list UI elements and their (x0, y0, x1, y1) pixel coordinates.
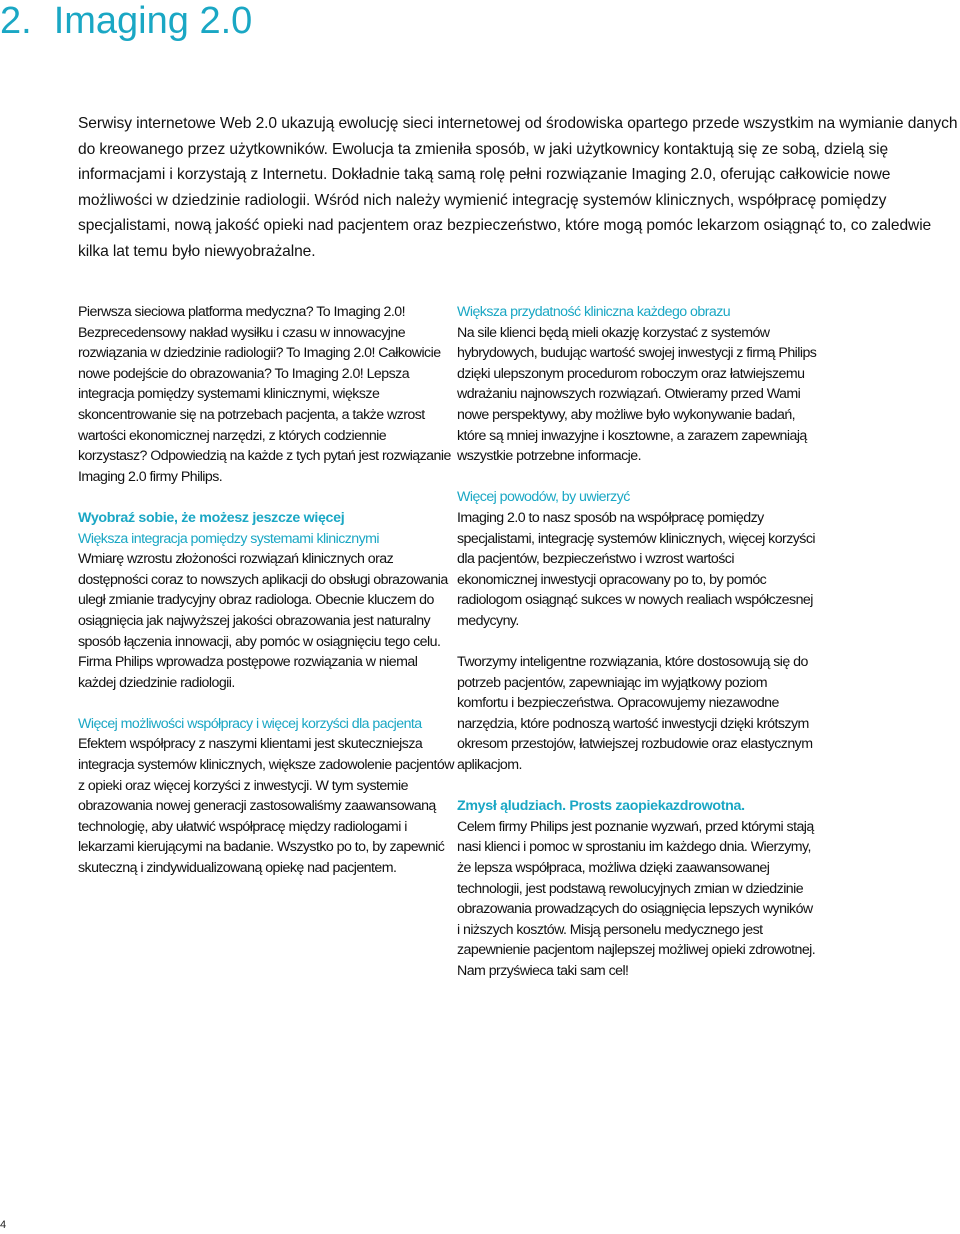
section-body-solutions: Tworzymy inteligentne rozwiązania, które dostosowują się do potrzeb pacjentów, zapewniając im wyjątkowy poziom komfortu i bezpieczeństwa. Opracowujemy niezawodne narzędzia, które podnoszą wartość inwestycji dzięki krótszym okresom przestojów, łatwiejszej rozbudowie oraz elastycznym aplikacjom. (457, 654, 813, 774)
intro-paragraph: Serwisy internetowe Web 2.0 ukazują ewolucję sieci internetowej od środowiska opartego przede wszystkim na wymianie danych do kreowanego przez użytkowników. Ewolucja ta zmieniła sposób, w jaki użytkownicy kontaktują się ze sobą, dzielą się informacjami i korzystają z Internetu. Dokładnie taką samą rolę pełni rozwiązanie Imaging 2.0, oferując całkowicie nowe możliwości w dziedzinie radiologii. Wśród nich należy wymienić integrację systemów klinicznych, współpracę pomiędzy specjalistami, nową jakość opieki nad pacjentem oraz bezpieczeństwo, które mogą pomóc lekarzom osiągnąć to, co zaledwie kilka lat temu było niewyobrażalne. (78, 115, 958, 260)
section-body-clinical-value: Na sile klienci będą mieli okazję korzystać z systemów hybrydowych, budując wartość swojej inwestycji z firmą Philips dzięki ulepszonym procedurom roboczym oraz łatwiejszemu wdrażaniu najnowszych rozwiązań. Otwieramy przed Wami nowe perspektywy, aby możliwe było wykonywanie badań, które są mniej inwazyjne i kosztowne, a zarazem zapewniają wszystkie potrzebne informacje. (457, 324, 817, 465)
page-title (0, 0, 252, 42)
page-number: 4 (0, 1219, 7, 1231)
left-column (78, 302, 458, 879)
lead-paragraph: Pierwsza sieciowa platforma medyczna? To Imaging 2.0! Bezprecedensowy nakład wysiłku i czasu w innowacyjne rozwiązania w dziedzinie radiologii? To Imaging 2.0! Całkowicie nowe podejście do obrazowania? To Imaging 2.0! Lepsza integracja pomiędzy systemami klinicznymi, większe skoncentrowanie się na potrzebach pacjenta, a także wzrost wartości ekonomicznej narzędzi, z których codziennie korzystasz? Odpowiedzią na każde z tych pytań jest rozwiązanie Imaging 2.0 firmy Philips. (78, 304, 451, 485)
section-subheading-integration: Większa integracja pomiędzy systemami klinicznymi (78, 530, 380, 547)
section-heading-imagine: Wyobraź sobie, że możesz jeszcze więcej (78, 509, 345, 526)
section-heading-people: Zmysł ąludziach. Prosts zaopiekazdrowotna. (457, 798, 745, 815)
chapter-number: 2. (0, 0, 32, 42)
section-heading-reasons: Więcej powodów, by uwierzyć (457, 489, 630, 506)
section-heading-clinical-value: Większa przydatność kliniczna każdego obrazu (457, 304, 731, 320)
section-body-people: Celem firmy Philips jest poznanie wyzwań, przed którymi stają nasi klienci i pomoc w sprostaniu im każdego dnia. Wierzymy, że lepsza współpraca, możliwa dzięki zaawansowanej technologii, jest podstawą rewolucyjnych zmian w dziedzinie obrazowania prowadzących do osiągnięcia lepszych wyników i niższych kosztów. Misją personelu medycznego jest zapewnienie pacjentom najlepszej możliwej opieki zdrowotnej. Nam przyświeca taki sam cel! (457, 818, 816, 979)
right-column (457, 302, 817, 982)
section-heading-collaboration: Więcej możliwości współpracy i więcej korzyści dla pacjenta (78, 715, 422, 732)
section-body-collaboration: Efektem współpracy z naszymi klientami jest skuteczniejsza integracja systemów klinicznych, większe zadowolenie pacjentów z opieki oraz więcej korzyści z inwestycji. W tym systemie obrazowania nowej generacji zastosowaliśmy zaawansowaną technologię, aby ułatwić współpracę między radiologami i lekarzami kierującymi na badanie. Wszystko po to, by zapewnić skuteczną i zindywidualizowaną opiekę nad pacjentem. (78, 736, 454, 877)
section-body-reasons: Imaging 2.0 to nasz sposób na współpracę pomiędzy specjalistami, integrację systemów klinicznych, więcej korzyści dla pacjentów, bezpieczeństwo i wzrost wartości ekonomicznej inwestycji opracowany po to, by pomóc radiologom osiągnąć sukces w nowych realiach współczesnej medycyny. (457, 509, 815, 629)
chapter-title: Imaging 2.0 (53, 0, 253, 42)
section-body-integration: Wmiarę wzrostu złożoności rozwiązań klinicznych oraz dostępności coraz to nowszych aplikacji do obsługi obrazowania uległ zmianie tradycyjny obraz radiologa. Obecnie kluczem do osiągnięcia jak najwyższej jakości obrazowania jest naturalny sposób łączenia innowacji, aby pomóc w osiągnięciu tego celu. Firma Philips wprowadza postępowe rozwiązania w niemal każdej dziedzinie radiologii. (78, 551, 448, 691)
